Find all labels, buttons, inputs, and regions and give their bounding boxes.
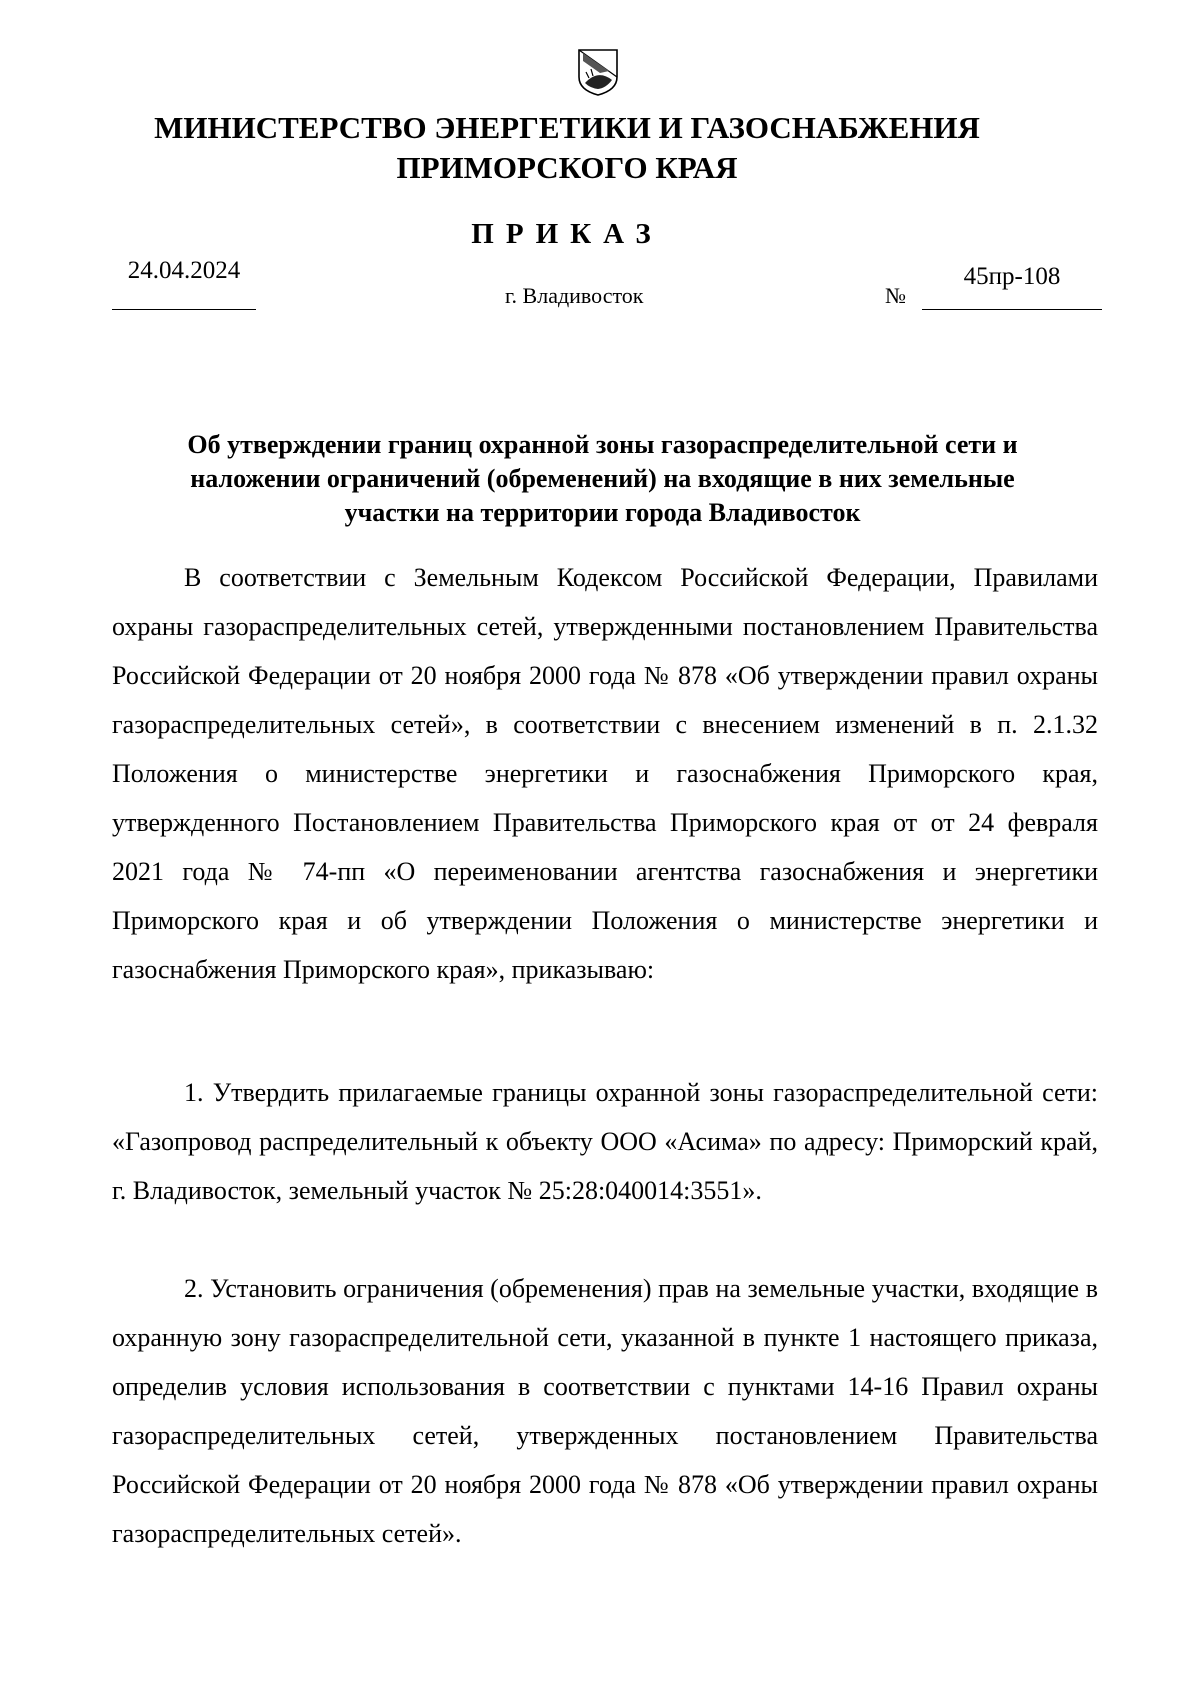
coat-of-arms-icon (576, 47, 620, 97)
document-subject (130, 428, 1075, 530)
item-2-paragraph: 2. Установить ограничения (обременения) прав на земельные участки, входящие в охранную зону газораспределительной сети, указанной в пункте 1 настоящего приказа, определив условия использования в соответствии с пунктами 14-16 Правил охраны газораспределительных сетей, утвержденных постановлением Правительства Российской Федерации от 20 ноября 2000 года № 878 «Об утверждении правил охраны газораспределительных сетей». (112, 1274, 1098, 1548)
ministry-name-line1: МИНИСТЕРСТВО ЭНЕРГЕТИКИ И ГАЗОСНАБЖЕНИЯ (154, 110, 980, 145)
date-underline (112, 309, 256, 310)
document-type-title: ПРИКАЗ (471, 218, 663, 250)
item-1-block (112, 1068, 1098, 1215)
ministry-name (0, 108, 1134, 188)
document-number: 45пр-108 (963, 263, 1061, 290)
ministry-name-line2: ПРИМОРСКОГО КРАЯ (396, 150, 738, 185)
preamble-block (112, 553, 1098, 994)
item-2-block (112, 1264, 1098, 1558)
item-1-paragraph: 1. Утвердить прилагаемые границы охранной зоны газораспределительной сети: «Газопровод распределительный к объекту ООО «Асима» по адресу: Приморский край, г. Владивосток, земельный участок № 25:28:040014:3551». (112, 1078, 1098, 1205)
preamble-paragraph: В соответствии с Земельным Кодексом Российской Федерации, Правилами охраны газораспределительных сетей, утвержденными постановлением Правительства Российской Федерации от 20 ноября 2000 года № 878 «Об утверждении правил охраны газораспределительных сетей», в соответствии с внесением изменений в п. 2.1.32 Положения о министерстве энергетики и газоснабжения Приморского края, утвержденного Постановлением Правительства Приморского края от от 24 февраля 2021 года № 74-пп «О переименовании агентства газоснабжения и энергетики Приморского края и об утверждении Положения о министерстве энергетики и газоснабжения Приморского края», приказываю: (112, 563, 1098, 984)
subject-line3: участки на территории города Владивосток (344, 498, 861, 527)
number-sign: № (885, 283, 906, 308)
document-city: г. Владивосток (505, 283, 644, 308)
number-underline (922, 309, 1102, 310)
document-date: 24.04.2024 (127, 257, 241, 284)
subject-line2: наложении ограничений (обременений) на входящие в них земельные (190, 464, 1015, 493)
subject-line1: Об утверждении границ охранной зоны газораспределительной сети и (187, 430, 1018, 459)
